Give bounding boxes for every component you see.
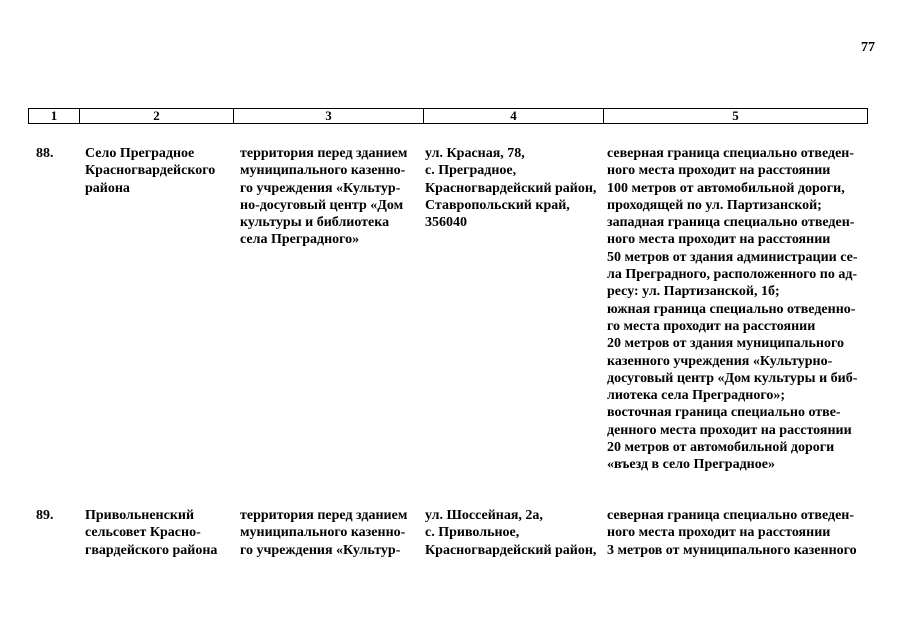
text-line: гвардейского района [85,542,218,558]
text-line: ла Преградного, расположенного по ад- [607,267,858,283]
text-line: района [85,180,130,196]
text-line: Ставропольский край, [425,197,570,213]
text-line: Красногвардейского [85,163,216,179]
header-cell-1: 1 [29,109,80,123]
text-line: 356040 [425,215,467,231]
territory-description [240,507,413,559]
text-line: казенного учреждения «Культурно- [607,353,833,369]
text-line: села Преградного» [240,232,360,248]
text-line: западная граница специально отведен- [607,215,855,231]
text-line: муниципального казенно- [240,163,406,179]
text-line: 3 метров от муниципального казенного [607,542,857,558]
text-line: ул. Шоссейная, 2а, [425,508,543,523]
text-line: го учреждения «Культур- [240,180,401,196]
border-description [607,507,866,559]
text-line: Село Преградное [85,146,195,161]
text-line: южная граница специально отведенно- [607,301,856,317]
text-line: 20 метров от автомобильной дороги [607,440,835,456]
address [425,507,601,559]
territory-description [240,145,413,249]
table-header-row [28,108,868,124]
text-line: 100 метров от автомобильной дороги, [607,180,845,196]
header-cell-4: 4 [424,109,604,123]
text-line: ресу: ул. Партизанской, 1б; [607,284,780,300]
text-line: но-досуговый центр «Дом [240,197,404,213]
text-line: северная граница специально отведен- [607,508,855,523]
text-line: досуговый центр «Дом культуры и биб- [607,370,858,386]
text-line: культуры и библиотека [240,215,390,231]
text-line: «въезд в село Преградное» [607,457,775,473]
municipality-name [85,507,228,559]
row-number: 89. [36,508,54,523]
text-line: территория перед зданием [240,508,408,523]
text-line: муниципального казенно- [240,525,406,541]
address [425,145,601,231]
municipality-name [85,145,228,197]
text-line: с. Преградное, [425,163,517,179]
text-line: территория перед зданием [240,146,408,161]
text-line: ного места проходит на расстоянии [607,163,831,179]
text-line: го учреждения «Культур- [240,542,401,558]
text-line: Красногвардейский район, [425,542,597,558]
header-cell-3: 3 [234,109,424,123]
page-number: 77 [861,40,875,55]
text-line: лиотека села Преградного»; [607,388,785,404]
text-line: ного места проходит на расстоянии [607,525,831,541]
text-line: го места проходит на расстоянии [607,318,816,334]
text-line: проходящей по ул. Партизанской; [607,197,822,213]
text-line: сельсовет Красно- [85,525,201,541]
text-line: северная граница специально отведен- [607,146,855,161]
header-cell-2: 2 [80,109,234,123]
border-description [607,145,866,474]
text-line: ул. Красная, 78, [425,146,525,161]
text-line: восточная граница специально отве- [607,405,841,421]
row-number: 88. [36,146,54,161]
text-line: Красногвардейский район, [425,180,597,196]
text-line: денного места проходит на расстоянии [607,422,852,438]
text-line: с. Привольное, [425,525,520,541]
text-line: ного места проходит на расстоянии [607,232,831,248]
header-cell-5: 5 [732,108,739,123]
text-line: 50 метров от здания администрации се- [607,249,858,265]
text-line: Привольненский [85,508,195,523]
text-line: 20 метров от здания муниципального [607,336,844,352]
